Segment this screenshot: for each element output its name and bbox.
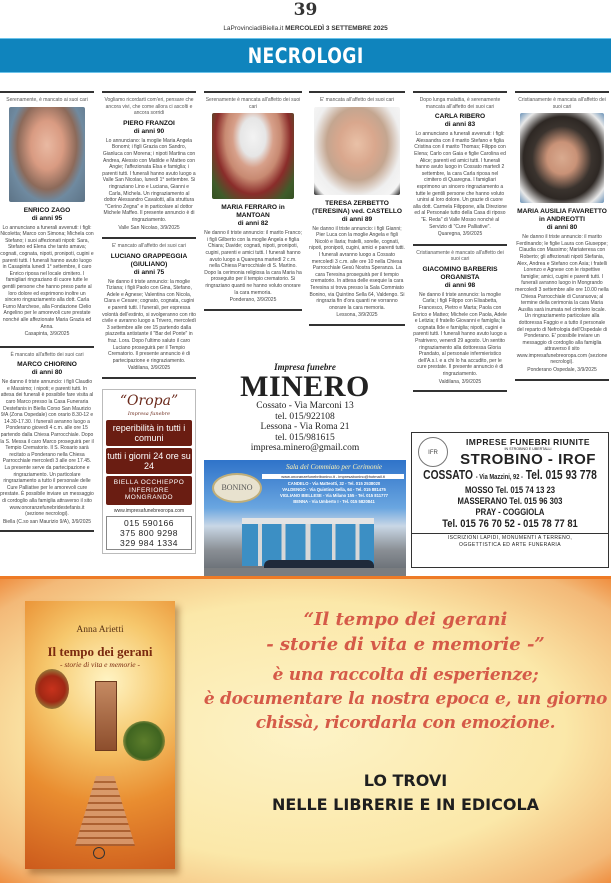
notice-body: Ne danno il triste annuncio: la moglie Tiziana; i figli Paolo con Gina, Stefano, Adele e Agnese; Valentina con Nicola, Clara e Cesare; cognato, cognata, cugini e parenti tutti. I funerali, per espressa volontà dell'estinto, si svolgeranno con rito civile e avranno luogo a Trivero, mercoledì 3 settembre alle ore 15 partendo dalla piazzetta antistante il "Bar del Ponte" in fraz. Lora. Dopo l'ultimo saluto il caro Luciano proseguirà per il Tempio Crematorio. Il presente annuncio è di partecipazione e ringraziamento. xyxy=(102,278,196,364)
notice-body: Lo annunciano: la moglie Maria Angela Bonomi; i figli Grazia con Sandro, Gianluca con Morena; i nipoti Martina con Andrea, Alessio con Matilde e Matteo con Angie; l'affezionata Elsa e famiglia; i parenti tutti. I funerali hanno avuto luogo a Valle San Nicolao, lunedì 1° settembre. Si ringraziano Lino e Luciana, Gianni e Carla, Michela. Un ringraziamento al dottor Alessandro Cavalotti, alla struttura "Cerino Zegna" e in particolare al dottor Michele Maffeo. Il presente annuncio è di ringraziamento. xyxy=(102,137,196,223)
phone-number[interactable]: 375 800 9298 xyxy=(120,527,178,538)
portrait-photo xyxy=(314,107,400,195)
pray-coggiola-label: PRAY - COGGIOLA xyxy=(475,507,545,517)
phone-number[interactable]: 329 984 1334 xyxy=(120,537,178,548)
notice-place-date: Valle San Nicolao, 3/9/2025 xyxy=(118,224,180,231)
notice-place-date: Lessona, 3/9/2025 xyxy=(336,312,378,319)
notice-intro: E' mancata all'affetto dei suoi cari xyxy=(319,97,395,103)
deceased-name: PIERO FRANZOI xyxy=(123,119,175,127)
deceased-age: di anni 90 xyxy=(133,127,165,135)
obituary-notice xyxy=(413,91,507,238)
oropa-availability: reperibilità in tutti i comuni xyxy=(106,420,192,446)
column-3 xyxy=(204,91,302,311)
flowers-illustration xyxy=(35,669,69,709)
book-cover xyxy=(25,601,175,869)
section-title: NECROLOGI xyxy=(247,44,364,68)
deceased-name: MARIA AUSILIA FAVARETTO in ANDREOTTI xyxy=(517,208,607,224)
column-4 xyxy=(309,91,405,326)
deceased-age: di anni 95 xyxy=(31,214,63,222)
notice-body: Ne danno il triste annuncio: i figli Gianni; Pier Luca con la moglie Angela e figli Nicolò e Ilaria; fratelli, sorelle, cognati, nipoti, pronipoti, cugini, amici e parenti tutti. I funerali avranno luogo a Cossato mercoledì 3 c.m. alle ore 10 nella Chiesa Parrocchiale Gesù Nostra Speranza. La cara Teresina proseguirà per il tempio crematorio. In attesa delle esequie la cara Teresina si trova presso la Sala Commiato Bonino, via Quintino Sella 64, Valdengo. Si ringrazia fin d'ora quanti ne vorranno onorare la cara memoria. xyxy=(309,225,405,311)
deceased-age: di anni 82 xyxy=(237,220,269,228)
masthead xyxy=(0,0,611,38)
description-line: è una raccolta di esperienze; xyxy=(272,665,539,685)
oropa-phones xyxy=(106,516,192,550)
portrait-photo xyxy=(9,107,85,202)
deceased-age: di anni 80 xyxy=(31,369,63,377)
minero-phone: tel. 015/922108 xyxy=(275,411,335,422)
minero-address: Cossato - Via Marconi 13 xyxy=(256,401,354,411)
strobino-subtitle: IN STROBINO E UBERTALLI xyxy=(504,447,552,451)
ad-strobino-irof[interactable] xyxy=(411,432,609,568)
notice-place-date: Quaregna, 3/9/2025 xyxy=(437,231,483,238)
book-promo-text xyxy=(200,607,611,735)
minero-phone: tel. 015/981615 xyxy=(275,432,335,443)
strobino-cossato xyxy=(415,468,605,485)
bonino-logo: BONINO xyxy=(212,473,262,503)
minero-sub: Impresa funebre xyxy=(274,362,336,372)
obituary-notice xyxy=(413,244,507,393)
bonino-location: VALDENGO - Via Quintino Sella, 64 - Tel. 015 881475 xyxy=(282,486,386,492)
bonino-website[interactable]: www.onoranzefunebribonino.it - impresabonino@hotmail.it xyxy=(262,474,404,479)
deceased-age: di anni 98 xyxy=(444,281,476,289)
issue-date: MERCOLEDÌ 3 SETTEMBRE 2025 xyxy=(285,25,388,32)
minero-brand: MINERO xyxy=(240,370,370,403)
strobino-brand: STROBINO - IROF xyxy=(460,451,596,468)
notice-intro: E' mancato all'affetto dei suoi cari xyxy=(111,243,187,250)
notice-body: Ne danno il triste annuncio: il marito Franco; i figli Gilberto con la moglie Angela e figlia Chiara; Davide; cognati, nipoti, pronipoti, cugini, parenti e amici tutti. I funerali hanno avuto luogo a Quaregna martedì 2 c.m. nella Chiesa Parrocchiale di S. Martino. Dopo la cerimonia religiosa la cara Maria ha proseguito per il tempio crematorio. Si ringraziano quanti ne hanno voluto onorare la cara memoria. xyxy=(204,230,302,296)
strobino-footer xyxy=(412,533,608,548)
obituary-notice xyxy=(309,91,405,326)
oropa-logo-sub: Impresa funebre xyxy=(127,411,171,417)
ad-bonino[interactable] xyxy=(204,460,406,580)
oropa-locations: BIELLA OCCHIEPPO INFERIORE MONGRANDO xyxy=(106,476,192,505)
deceased-name: ENRICO ZAGO xyxy=(23,206,71,214)
notice-intro: È mancato all'affetto dei suoi cari xyxy=(10,351,84,358)
obituary-notice xyxy=(0,91,94,338)
pray-phones: Tel. 015 76 70 52 - 015 78 77 81 xyxy=(442,518,578,530)
deceased-age: di anni 83 xyxy=(444,121,476,129)
notice-intro: Cristianamente è mancato all'affetto dei suoi cari xyxy=(416,249,504,263)
paper-dateline xyxy=(0,24,611,33)
notice-intro: Dopo lunga malattia, è serenamente mancata all'affetto dei suoi cari xyxy=(419,97,501,110)
ad-block-minero-bonino xyxy=(204,361,406,580)
book-title: Il tempo dei gerani xyxy=(47,644,153,659)
column-5 xyxy=(413,91,507,392)
book-subtitle: - storie di vita e memorie - xyxy=(60,660,140,669)
notice-place-date: Valdilana, 3/9/2025 xyxy=(438,378,482,385)
oropa-logo xyxy=(103,390,195,418)
deceased-age: di anni 89 xyxy=(341,215,373,223)
oropa-website-link[interactable]: www.impresafunebreoropa.com xyxy=(113,507,185,514)
cossato-phone: Tel. 015 93 778 xyxy=(525,468,597,482)
deceased-age: di anni 75 xyxy=(133,268,165,276)
ad-minero[interactable] xyxy=(204,361,406,454)
deceased-name: MARCO CHIORINO xyxy=(17,361,77,369)
notice-body: Lo annunciano a funerali avvenuti: i figli: Nicoletta; Marco con Simona; Michela con Stefano; i suoi affezionati nipoti: Sara, Stefano ed Elena che tanto amava; cognati, cognata, nipoti, pronipoti, cugini e parenti tutti. I funerali hanno avuto luogo in Casapinta lunedì 1° settembre, il caro Enrico riposa nel locale cimitero. I famigliari ringraziano di cuore tutte le gentili persone che hanno preso parte al loro dolore ed esprimono inoltre un sincero ringraziamento alla dott. Carla Furno Marchese, alla Fondazione Clelio Angelino per le amorevoli cure prestate nonché alle affezionate Maria Grazia ed Anna. xyxy=(0,224,94,330)
description-line: è documentare la nostra epoca e, un giorno xyxy=(203,689,608,709)
notice-place-date: Ponderano Ospedale, 3/9/2025 xyxy=(527,367,597,374)
ad-book-il-tempo-dei-gerani[interactable] xyxy=(0,576,611,883)
minero-email[interactable]: impresa.minero@gmail.com xyxy=(250,443,360,453)
notice-place-date: Ponderano, 3/9/2025 xyxy=(229,297,277,304)
notice-place-date: Casapinta, 3/9/2025 xyxy=(24,331,70,338)
obituary-notice xyxy=(515,91,609,381)
publisher-logo-icon xyxy=(93,847,105,859)
ifr-logo-icon: IFR xyxy=(418,437,448,467)
obituary-notice xyxy=(102,91,196,231)
book-cta xyxy=(200,769,611,817)
quote-line: - storie di vita e memorie -” xyxy=(266,634,545,655)
notice-intro: Serenamente è mancata all'affetto dei suoi cari xyxy=(205,97,301,110)
portrait-photo xyxy=(212,113,294,199)
deceased-name: MARIA FERRARO in MANTOAN xyxy=(221,204,285,220)
description-line: chissà, ricordarla con emozione. xyxy=(255,713,556,733)
trees-illustration xyxy=(123,721,165,761)
obituary-notice xyxy=(204,91,302,311)
footer-line: ISCRIZIONI LAPIDI, MONUMENTI A TERRENO, xyxy=(447,535,573,541)
column-1 xyxy=(0,91,94,532)
bonino-location: VIGLIANO BIELLESE - Via Milano 155 - Tel. 015 811777 xyxy=(279,492,389,498)
cta-line: NELLE LIBRERIE E IN EDICOLA xyxy=(271,795,540,814)
deceased-name: TERESA ZERBETTO (TERESINA) ved. CASTELLO xyxy=(311,199,403,215)
notice-body: Ne danno il triste annuncio: il marito Ferdinando; le figlie Laura con Giuseppe; Claudia con Massimo; Mariateresa con Roberto; gli affezionati nipoti Stefania, Alex, Andrea e Stefano con Asia; i fratelli Lorenzo e Agnese con le rispettive famiglie; amici, cugini e parenti tutti. I funerali avranno luogo in Mongrando mercoledì 3 settembre alle ore 10.00 nella Chiesa Parrocchiale di Curanuova; al termine della cerimonia la cara Maria Ausilia sarà inumata nel cimitero locale. Un ringraziamento particolare alla dottoressa Faggio e a tutto il personale del reparto di Nefrologia dell'Ospedale di Ponderano. E' possibile inviare un messaggio di cordoglio alla famiglia attraverso il sito www.impresafunebreoropa.com (sezione necrologi). xyxy=(515,234,609,366)
page-number: 39 xyxy=(293,0,318,20)
cossato-address: - Via Mazzini, 92 - xyxy=(475,474,523,481)
deceased-name: CARLA RIBERO xyxy=(434,113,486,121)
notice-body: Ne danno il triste annuncio: i figli Claudio e Massimo; i nipoti; e parenti tutti. In attesa dei funerali è possibile fare visita al caro Marco presso la Casa Funeraria Destefanis in Biella Corso San Maurizio 9/A (Zona Ospedale) con orario 8.30-12 e 14.30-17.30. I funerali avranno luogo a Ponderano giovedì 4 c.m. alle ore 15 partendo dalla Chiesa Parrocchiale. Dopo la S. Messa il caro Marco proseguirà per il Tempio Crematorio. Il S. Rosario sarà recitato a Ponderano nella Chiesa Parrocchiale mercoledì 3 alle ore 17.45. La presente serve da partecipazione e ringraziamento. Un particolare ringraziamento a tutto il personale delle Cure Palliative per le amorevoli cure prestate. È possibile inviare un messaggio di cordoglio alla famiglia attraverso il sito www.onoranzefunebridestefanis.it (sezione necrologi). xyxy=(0,379,94,518)
strobino-title: IMPRESE FUNEBRI RIUNITE xyxy=(466,437,590,447)
bonino-location: CANDELO - Via Matteotti, 32 - Tel. 015 2538020 xyxy=(287,480,381,486)
cossato-label: COSSATO xyxy=(423,468,473,482)
notice-place-date: Valdilana, 3/9/2025 xyxy=(127,365,171,372)
notice-intro: Vogliamo ricordarti com'eri, pensare che ancora vivi, che come allora ci ascolti e ancora sorridi xyxy=(104,97,194,117)
section-banner xyxy=(0,38,611,73)
ad-oropa-funeral[interactable] xyxy=(102,389,196,554)
site-name: LaProvinciadiBiella.it xyxy=(223,25,284,32)
column-2 xyxy=(102,91,196,554)
quote-line: “Il tempo dei gerani xyxy=(303,609,508,630)
masserano-phone: MASSERANO Tel. 015 96 303 xyxy=(457,496,563,506)
minero-address: Lessona - Via Roma 21 xyxy=(260,422,350,432)
tower-illustration xyxy=(95,681,117,751)
obituary-notice xyxy=(102,237,196,379)
notice-body: Ne danno il triste annuncio: la moglie Carla; i figli Filippo con Elisabetta, Francesco, Pietro e Marta; Paola con Enrico e Matteo; Michele con Paola, Adele e Letizia; il fratello Giovanni e famiglia; la cognata Ilde e famiglia; nipoti, cugini e parenti tutti. I funerali hanno avuto luogo a Pratrivero, venerdì 29 agosto. Un sentito ringraziamento alla dottoressa Gloria Prandato, al personale infermieristico dell'A.s.l. e a chi lo ha accudito, per le cure prestate. Il presente annuncio è di ringraziamento. xyxy=(413,291,507,377)
mosso-phone: MOSSO Tel. 015 74 13 23 xyxy=(464,485,555,495)
portrait-photo xyxy=(520,113,604,203)
bonino-title: Sala del Commiato per Cerimonie xyxy=(285,462,383,471)
building-image xyxy=(242,518,374,566)
notice-place-date: Biella (C.so san Maurizio 9/A), 3/9/2025 xyxy=(2,518,92,525)
phone-number[interactable]: 015 590166 xyxy=(124,517,174,528)
footer-line: OGGETTISTICA ED ARTE FUNERARIA xyxy=(459,541,561,548)
notice-intro: Serenamente, è mancato ai suoi cari xyxy=(6,97,88,103)
obituary-notice xyxy=(0,346,94,533)
cta-line: LO TROVI xyxy=(363,771,448,790)
bonino-location: BENNA - Via Umberto I - Tel. 015 5820841 xyxy=(293,498,375,504)
oropa-logo-text: “Oropa” xyxy=(119,393,179,409)
oropa-hours: tutti i giorni 24 ore su 24 xyxy=(106,448,192,474)
column-6 xyxy=(515,91,609,381)
notice-body: Lo annunciano a funerali avvenuti: i figli: Alessandra con il marito Stefano e figlia Cristina con il marito Thomas; Filippo con Elena; Carlo con Gaia e figlie Carolina ed Alice; parenti ed amici tutti. I funerali hanno avuto luogo in Cossato martedì 2 settembre, la cara Carla riposa nel cimitero di Quaregna. I famigliari esprimono un sincero ringraziamento a tutte le gentili persone che hanno voluto unirsi al loro dolore. Un grazie di cuore alla dott. Carmela Filippone, alla Direzione ed al Personale tutto della Casa di riposo "E. Reda" di Valle Mosso nonché al Servizio di "Cure Palliative". xyxy=(413,131,507,230)
notice-intro: Cristianamente è mancata all'affetto dei suoi cari xyxy=(518,97,606,110)
deceased-name: LUCIANO GRAPPEGGIA (GIULIANO) xyxy=(110,252,188,268)
steps-illustration xyxy=(75,776,135,846)
deceased-name: GIACOMINO BARBERIS ORGANISTA xyxy=(422,265,498,281)
book-author: Anna Arietti xyxy=(76,625,124,635)
bonino-locations xyxy=(264,481,404,505)
deceased-age: di anni 80 xyxy=(546,224,578,232)
